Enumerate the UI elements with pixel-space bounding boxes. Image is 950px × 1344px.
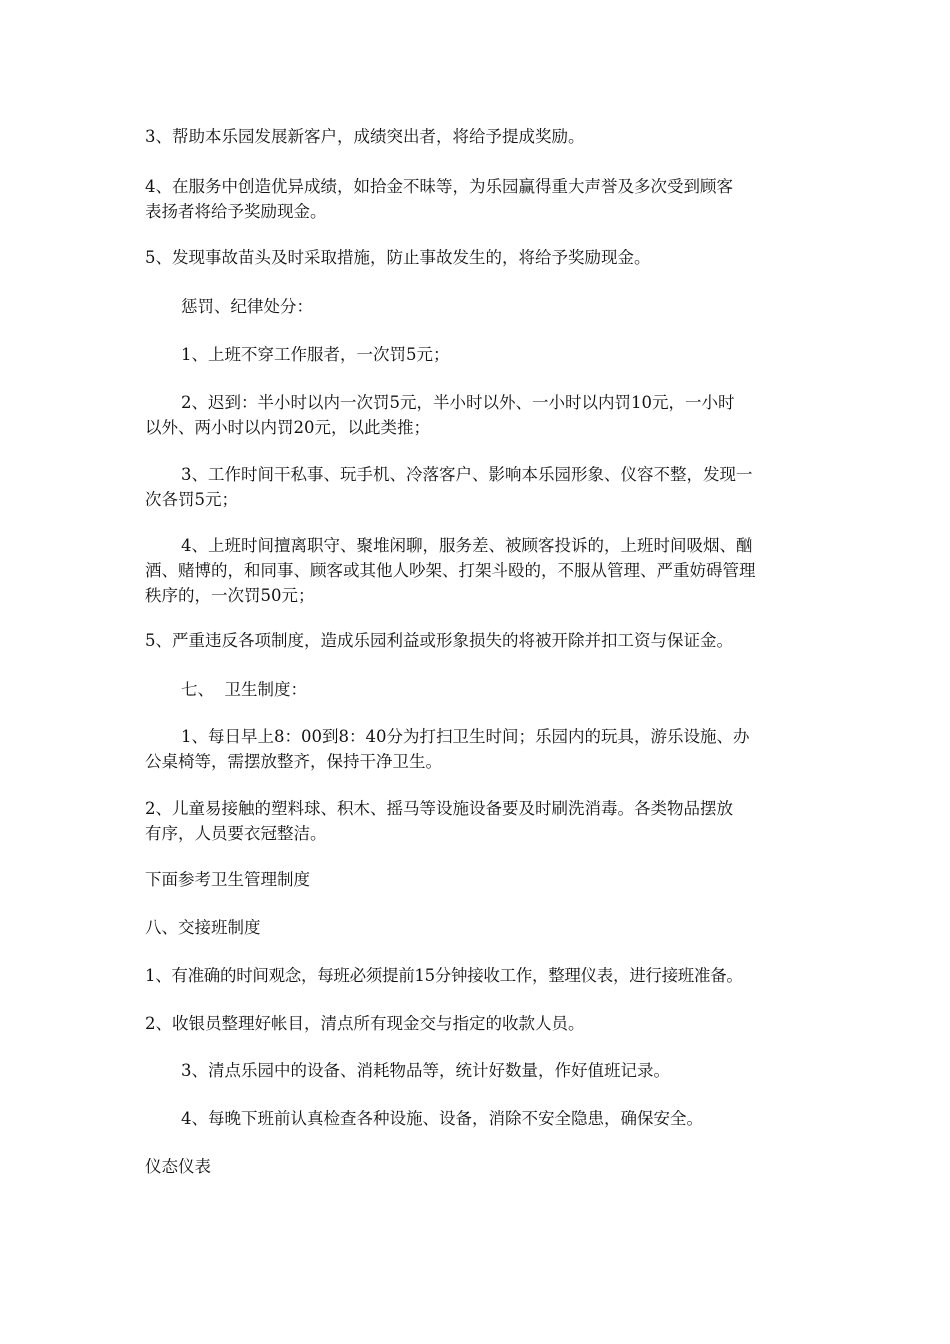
text-line: 仪态仪表 (145, 1157, 211, 1176)
text-line: 4、上班时间擅离职守、聚堆闲聊，服务差、被顾客投诉的，上班时间吸烟、酗 (181, 536, 753, 555)
paragraph-penalty-1 (181, 342, 849, 367)
heading-hygiene (181, 677, 849, 702)
text-line: 七、 卫生制度： (181, 680, 307, 699)
text-line: 1、每日早上8：00到8：40分为打扫卫生时间；乐园内的玩具，游乐设施、办 (181, 727, 750, 746)
paragraph-hygiene-reference (145, 867, 813, 892)
text-line: 3、清点乐园中的设备、消耗物品等，统计好数量，作好值班记录。 (181, 1061, 670, 1080)
text-line: 2、儿童易接触的塑料球、积木、摇马等设施设备要及时刷洗消毒。各类物品摆放 (145, 799, 733, 818)
text-line: 表扬者将给予奖励现金。 (145, 202, 327, 221)
text-line: 2、收银员整理好帐目，清点所有现金交与指定的收款人员。 (145, 1014, 585, 1033)
heading-shift-handover (145, 915, 813, 940)
text-line: 3、工作时间干私事、玩手机、冷落客户、影响本乐园形象、仪容不整，发现一 (181, 465, 753, 484)
heading-penalty (181, 294, 849, 319)
text-line: 八、交接班制度 (145, 918, 261, 937)
paragraph-reward-4 (145, 174, 813, 224)
paragraph-penalty-2 (145, 390, 813, 440)
paragraph-penalty-4 (145, 533, 813, 608)
paragraph-penalty-3 (145, 462, 813, 512)
text-line: 5、发现事故苗头及时采取措施，防止事故发生的，将给予奖励现金。 (145, 248, 651, 267)
paragraph-reward-5 (145, 245, 813, 270)
text-line: 1、有准确的时间观念，每班必须提前15分钟接收工作，整理仪表，进行接班准备。 (145, 966, 743, 985)
text-line: 3、帮助本乐园发展新客户，成绩突出者，将给予提成奖励。 (145, 127, 585, 146)
text-line: 有序，人员要衣冠整洁。 (145, 824, 327, 843)
text-line: 秩序的，一次罚50元； (145, 586, 315, 605)
text-line: 惩罚、纪律处分： (181, 297, 313, 316)
text-line: 酒、赌博的，和同事、顾客或其他人吵架、打架斗殴的，不服从管理、严重妨碍管理 (145, 561, 756, 580)
paragraph-hygiene-1 (145, 724, 813, 774)
text-line: 4、每晚下班前认真检查各种设施、设备，消除不安全隐患，确保安全。 (181, 1109, 703, 1128)
paragraph-handover-4 (181, 1106, 849, 1131)
text-line: 2、迟到：半小时以内一次罚5元，半小时以外、一小时以内罚10元，一小时 (181, 393, 735, 412)
text-line: 次各罚5元； (145, 490, 238, 509)
paragraph-handover-1 (145, 963, 813, 988)
text-line: 以外、两小时以内罚20元，以此类推； (145, 418, 430, 437)
paragraph-handover-3 (181, 1058, 849, 1083)
text-line: 下面参考卫生管理制度 (145, 870, 310, 889)
text-line: 5、严重违反各项制度，造成乐园利益或形象损失的将被开除并扣工资与保证金。 (145, 631, 733, 650)
paragraph-hygiene-2 (145, 796, 813, 846)
paragraph-handover-2 (145, 1011, 813, 1036)
paragraph-reward-3 (145, 124, 813, 149)
heading-appearance (145, 1154, 813, 1179)
text-line: 公桌椅等，需摆放整齐，保持干净卫生。 (145, 752, 442, 771)
text-line: 4、在服务中创造优异成绩，如拾金不昧等，为乐园赢得重大声誉及多次受到顾客 (145, 177, 733, 196)
text-line: 1、上班不穿工作服者，一次罚5元； (181, 345, 450, 364)
paragraph-penalty-5 (145, 628, 813, 653)
